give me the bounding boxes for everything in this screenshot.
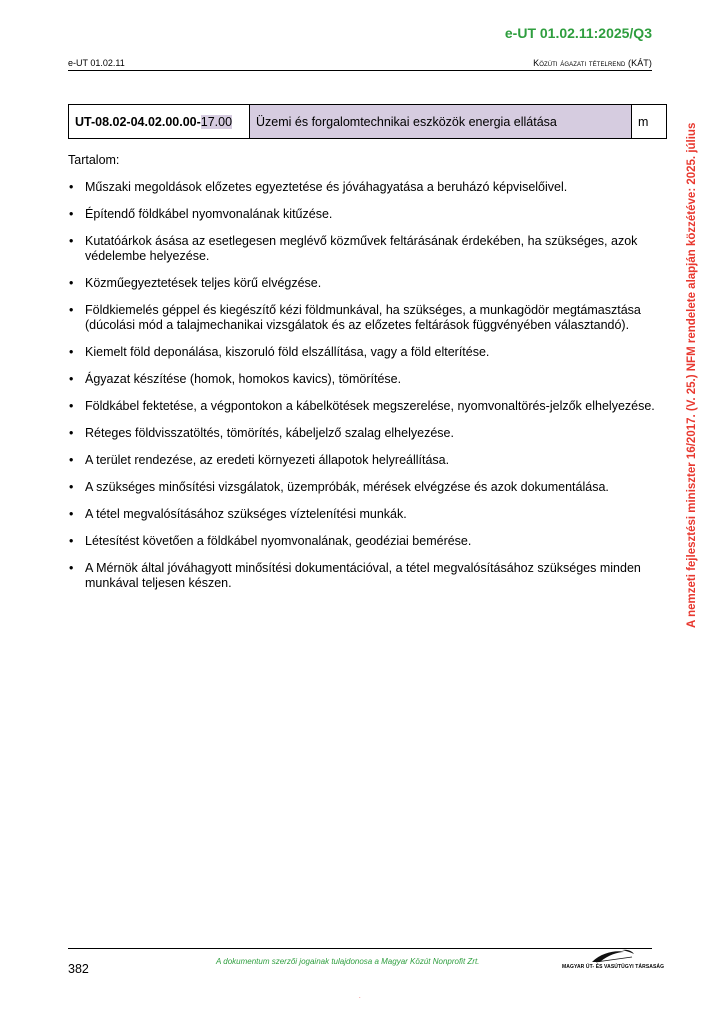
logo-text: MAGYAR ÚT- ÉS VASÚTÜGYI TÁRSASÁG <box>562 964 665 970</box>
page-number: 382 <box>68 962 89 976</box>
copyright-note: A dokumentum szerzői jogainak tulajdonosa a Magyar Közút Nonprofit Zrt. <box>216 957 480 966</box>
header-right: Közúti ágazati tételrend (KÁT) <box>533 58 652 68</box>
list-item: • A tétel megvalósításához szükséges víztelenítési munkák. <box>68 507 658 522</box>
list-item: • Földkábel fektetése, a végpontokon a kábelkötések megszerelése, nyomvonaltörés-jelzők elhelyezése. <box>68 399 658 414</box>
item-code-prefix: UT-08.02-04.02.00.00- <box>75 114 201 129</box>
list-item: • Kutatóárkok ásása az esetlegesen meglévő közművek feltárásának érdekében, ha szükséges, azok védelembe helyezése. <box>68 234 658 264</box>
list-item: • A Mérnök által jóváhagyott minősítési dokumentációval, a tétel megvalósításához szükséges minden munkával teljesen készen. <box>68 561 658 591</box>
list-item: • A szükséges minősítési vizsgálatok, üzempróbák, mérések elvégzése és azok dokumentálása. <box>68 480 658 495</box>
header-divider <box>68 70 652 71</box>
item-name: Üzemi és forgalomtechnikai eszközök energia ellátása <box>250 105 632 139</box>
item-unit: m <box>632 105 667 139</box>
footer-dot: . <box>359 994 361 1000</box>
logo-swoosh-icon <box>562 948 657 964</box>
item-code-suffix: 17.00 <box>200 114 233 129</box>
list-item: • Réteges földvisszatöltés, tömörítés, kábeljelző szalag elhelyezése. <box>68 426 658 441</box>
document-code: e-UT 01.02.11:2025/Q3 <box>504 25 652 41</box>
item-table <box>68 104 667 139</box>
list-item: • Műszaki megoldások előzetes egyeztetése és jóváhagyatása a beruházó képviselőivel. <box>68 180 658 195</box>
side-publication-note: A nemzeti fejlesztési miniszter 16/2017. (V. 25.) NFM rendelete alapján közzétéve: 2025. július <box>686 122 698 628</box>
list-item: • A terület rendezése, az eredeti környezeti állapotok helyreállítása. <box>68 453 658 468</box>
list-item: • Közműegyeztetések teljes körű elvégzése. <box>68 276 658 291</box>
list-item: • Földkiemelés géppel és kiegészítő kézi földmunkával, ha szükséges, a munkagödör megtámasztása (dúcolási mód a talajmechanikai vizsgálatok és az előzetes feltárások függvényében választandó). <box>68 303 658 333</box>
content-list <box>68 180 658 603</box>
list-item: • Építendő földkábel nyomvonalának kitűzése. <box>68 207 658 222</box>
society-logo <box>562 948 665 972</box>
list-item: • Kiemelt föld deponálása, kiszoruló föld elszállítása, vagy a föld elterítése. <box>68 345 658 360</box>
list-item: • Létesítést követően a földkábel nyomvonalának, geodéziai bemérése. <box>68 534 658 549</box>
item-code <box>69 105 250 139</box>
header-left: e-UT 01.02.11 <box>68 58 125 68</box>
list-item: • Ágyazat készítése (homok, homokos kavics), tömörítése. <box>68 372 658 387</box>
item-row <box>69 105 667 139</box>
content-title: Tartalom: <box>68 153 120 167</box>
